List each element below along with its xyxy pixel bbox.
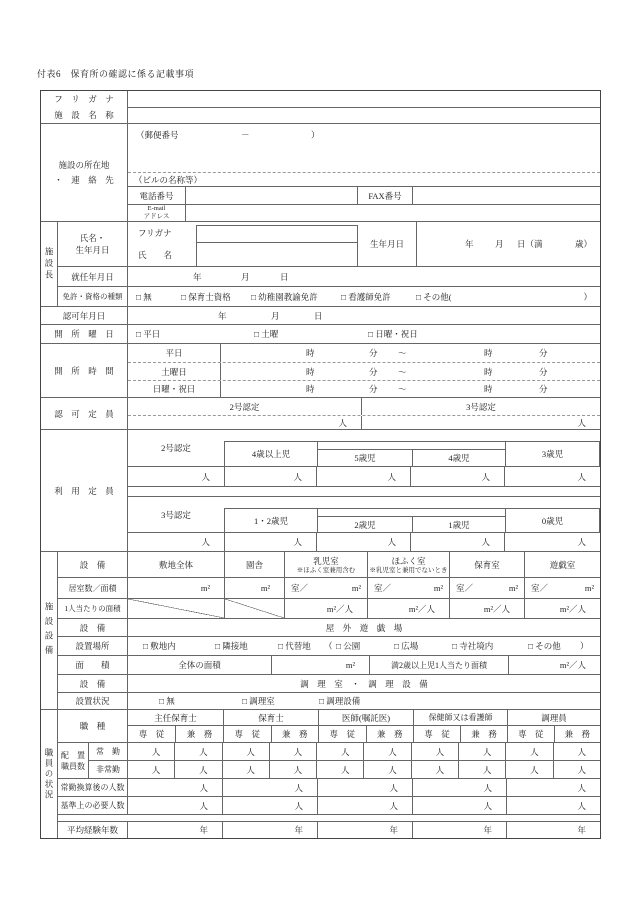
capacity-group2-span: 1・2歳児 xyxy=(253,516,288,526)
building-name-field[interactable] xyxy=(128,173,600,187)
site-diagonal-cell xyxy=(128,599,224,618)
nursery-form-table xyxy=(40,90,601,839)
nursing-room-note: ※ほふく室兼用含む xyxy=(296,566,356,574)
director-kana-field[interactable] xyxy=(197,226,357,243)
minute-label: 分 xyxy=(539,348,548,358)
approval-year-label: 年 xyxy=(218,310,227,321)
page-title: 付表6 保育所の確認に係る記載事項 xyxy=(37,69,195,79)
hour-label: 時 xyxy=(306,384,315,394)
kitchen-label: 調 理 室 ・ 調 理 設 備 xyxy=(300,678,428,689)
phone-label: 電話番号 xyxy=(128,187,186,204)
per-person-label: 1人当たりの面積 xyxy=(58,599,128,618)
license-close-paren: ） xyxy=(583,291,592,302)
capacity-no2-total-field[interactable]: 人 xyxy=(201,471,210,482)
license-label: 免許・資格の種類 xyxy=(58,287,128,306)
postal-prefix-label: （郵便番号 xyxy=(136,130,179,140)
non-regular-count-field[interactable]: 人 xyxy=(151,764,161,775)
capacity-age1-label: 1歳児 xyxy=(412,517,505,533)
licensed-capacity-header xyxy=(128,398,600,415)
fax-field[interactable] xyxy=(413,187,600,204)
address-label-line2: ・ 連 絡 先 xyxy=(54,175,114,185)
location-label: 設置場所 xyxy=(58,637,128,655)
capacity-no3-total-field[interactable]: 人 xyxy=(201,537,210,547)
director-kana-label: フリガナ xyxy=(138,228,172,238)
hours-day-weekday: 平日 xyxy=(128,344,221,362)
capacity-age2-label: 2歳児 xyxy=(354,520,376,530)
birth-year-label: 年 xyxy=(465,239,474,249)
facilities-header-row xyxy=(58,552,600,577)
building-area-field[interactable]: m² xyxy=(224,578,284,598)
job-col-cook xyxy=(507,710,600,742)
capacity-group2-box xyxy=(224,508,600,533)
license-row xyxy=(58,287,600,306)
crawl-room-note: ※乳児室と兼用でないとき xyxy=(369,566,448,574)
email-field[interactable] xyxy=(186,205,600,221)
capacity-group2-subcols xyxy=(317,509,505,533)
nursing-per-person-field[interactable]: m²／人 xyxy=(284,599,367,618)
facility-name-field[interactable] xyxy=(128,107,600,123)
capacity-group1-header xyxy=(128,430,600,466)
area-row xyxy=(58,655,600,674)
birth-age-label: 歳） xyxy=(575,239,593,249)
director-name-label xyxy=(58,222,128,266)
regular-count-field[interactable]: 人 xyxy=(269,743,316,760)
capacity-group2-strip xyxy=(318,509,505,517)
open-hours-block xyxy=(41,343,600,397)
approval-date-row xyxy=(41,306,600,324)
job-col-health-nurse xyxy=(413,710,507,742)
concurrent-label: 兼 務 xyxy=(366,726,414,742)
hour-label: 時 xyxy=(484,348,493,358)
open-hours-rows xyxy=(128,344,600,397)
capacity-group2-name: 3号認定 xyxy=(161,509,191,520)
capacity-age2-field[interactable]: 人 xyxy=(316,533,410,551)
licensed-col-no3: 3号認定 xyxy=(466,401,496,412)
building-name-label: （ビルの名称等） xyxy=(134,174,203,185)
capacity-block xyxy=(41,429,600,551)
converted-count-field[interactable]: 人 xyxy=(317,779,412,796)
staff-gap-strip xyxy=(58,814,600,821)
open-days-weekday[interactable]: □ 平日 xyxy=(136,329,161,339)
capacity-group2-subheaders xyxy=(318,517,505,533)
job-col-nurse xyxy=(223,710,318,742)
director-content xyxy=(58,222,600,306)
hour-label: 時 xyxy=(306,366,315,377)
license-option-hoikushi[interactable]: □ 保育士資格 xyxy=(181,291,231,302)
postal-suffix-label: ） xyxy=(311,130,320,140)
location-options xyxy=(128,637,600,655)
concurrent-label: 兼 務 xyxy=(271,726,319,742)
capacity-age1-field[interactable]: 人 xyxy=(410,533,504,551)
regular-count-field[interactable]: 人 xyxy=(411,743,458,760)
facilities-block xyxy=(41,551,600,709)
outdoor-equip-row xyxy=(58,618,600,636)
email-label-line2: アドレス xyxy=(143,213,170,220)
non-regular-count-field[interactable]: 人 xyxy=(505,761,552,778)
rooms-area-row xyxy=(58,577,600,598)
kitchen-equip-row xyxy=(58,674,600,692)
outdoor-playground-label: 屋 外 遊 戯 場 xyxy=(325,622,403,633)
licensed-capacity-values xyxy=(128,415,600,429)
facility-name-block xyxy=(41,91,600,123)
minute-label: 分 xyxy=(539,366,548,377)
concurrent-label: 兼 務 xyxy=(175,726,223,742)
capacity-age4plus-field[interactable]: 人 xyxy=(224,467,316,486)
fax-label: FAX番号 xyxy=(358,187,413,204)
capacity-group2-header xyxy=(128,496,600,532)
play-area-field[interactable] xyxy=(524,578,600,598)
crawl-per-person-field[interactable]: m²／人 xyxy=(367,599,449,618)
birth-month-label: 月 xyxy=(495,239,504,249)
status-kitchen-equip[interactable]: □ 調理設備 xyxy=(319,696,361,706)
converted-count-field[interactable]: 人 xyxy=(199,782,208,793)
capacity-age5-field[interactable]: 人 xyxy=(316,467,410,486)
open-days-options xyxy=(128,325,600,343)
director-name-label-line1: 氏名・ xyxy=(79,233,106,243)
open-hours-label: 開 所 時 間 xyxy=(41,344,128,397)
childcare-area-field[interactable] xyxy=(449,578,524,598)
non-regular-label: 非常勤 xyxy=(96,765,120,774)
approval-date-field[interactable] xyxy=(128,307,600,324)
open-days-label: 開 所 曜 日 xyxy=(41,325,128,343)
kitchen-equip-label: 設 備 xyxy=(58,675,128,692)
kitchen-status-label: 設置状況 xyxy=(58,693,128,709)
hours-day-sunday: 日曜・祝日 xyxy=(128,381,221,397)
placement-rows xyxy=(58,742,600,778)
capacity-group1-box xyxy=(224,441,600,466)
location-onsite[interactable]: □ 敷地内 xyxy=(143,641,176,651)
placement-label-line1: 配 置 xyxy=(61,750,85,760)
location-park[interactable]: □ 公園 xyxy=(336,641,361,651)
licensed-col-no2: 2号認定 xyxy=(128,398,362,415)
address-content xyxy=(128,124,600,221)
crawl-area-field[interactable] xyxy=(367,578,449,598)
regular-count-field[interactable]: 人 xyxy=(505,743,552,760)
approval-day-label: 日 xyxy=(314,310,323,321)
director-name-kanji-label: 氏 名 xyxy=(138,250,173,260)
location-other[interactable]: □ その他 xyxy=(528,641,561,651)
tilde-label: ～ xyxy=(398,366,407,377)
m2-label: m² xyxy=(508,583,518,593)
non-regular-count-field[interactable]: 人 xyxy=(553,761,600,778)
facility-name-label: 施 設 名 称 xyxy=(54,110,114,120)
address-field[interactable] xyxy=(128,124,600,173)
director-name-field[interactable] xyxy=(197,243,357,267)
minute-label: 分 xyxy=(369,384,378,394)
m2-label: m² xyxy=(351,583,361,593)
experience-field[interactable]: 年 xyxy=(412,822,506,838)
kitchen-status-options xyxy=(128,693,600,709)
childcare-per-person-field[interactable]: m²／人 xyxy=(449,599,524,618)
experience-field[interactable]: 年 xyxy=(317,822,412,838)
director-name-label-line2: 生年月日 xyxy=(75,245,110,255)
approval-month-label: 月 xyxy=(271,310,280,321)
converted-count-field[interactable]: 人 xyxy=(506,779,600,796)
hours-day-saturday: 土曜日 xyxy=(128,363,221,380)
placement-label xyxy=(58,743,89,778)
col-childcare-label: 保育室 xyxy=(449,552,524,577)
col-play-label: 遊戯室 xyxy=(524,552,600,577)
license-option-youchien[interactable]: □ 幼稚園教諭免許 xyxy=(251,291,318,302)
location-close-paren: ） xyxy=(580,641,589,651)
tenure-day-label: 日 xyxy=(280,271,289,282)
converted-count-field[interactable]: 人 xyxy=(412,779,506,796)
non-regular-count-field[interactable]: 人 xyxy=(316,761,363,778)
area-label: 面 積 xyxy=(58,656,128,674)
staff-side-label: 職員の状況 xyxy=(41,710,58,838)
regular-count-field[interactable]: 人 xyxy=(222,743,269,760)
converted-label: 常勤換算後の人数 xyxy=(58,779,128,796)
director-block xyxy=(41,221,600,306)
address-block xyxy=(41,123,600,221)
experience-field[interactable]: 年 xyxy=(506,822,600,838)
experience-field[interactable]: 年 xyxy=(222,822,317,838)
capacity-group2-values xyxy=(128,532,600,551)
play-per-person-field[interactable]: m²／人 xyxy=(524,599,600,618)
room-slash-label: 室／ xyxy=(374,583,392,593)
per-person-row xyxy=(58,598,600,618)
minute-label: 分 xyxy=(539,384,548,394)
regular-label: 常 勤 xyxy=(89,743,127,761)
required-count-field[interactable]: 人 xyxy=(506,797,600,814)
facilities-content xyxy=(58,552,600,709)
minute-label: 分 xyxy=(369,348,378,358)
m2-label: m² xyxy=(433,583,443,593)
non-regular-values-row xyxy=(128,761,600,778)
phone-row xyxy=(128,187,600,205)
job-doctor-label: 医師(嘱託医) xyxy=(319,710,413,726)
col-building-label: 園舎 xyxy=(224,552,284,577)
staff-header-row xyxy=(58,710,600,742)
hours-field-sunday[interactable] xyxy=(221,381,600,397)
job-type-label: 職 種 xyxy=(58,710,128,742)
placement-sublabels xyxy=(89,743,128,778)
required-label: 基準上の必要人数 xyxy=(58,797,128,814)
location-plaza[interactable]: □ 広場 xyxy=(394,641,419,651)
director-name-row xyxy=(58,222,600,267)
hour-label: 時 xyxy=(484,384,493,394)
room-slash-label: 室／ xyxy=(531,583,549,593)
non-regular-count-field[interactable]: 人 xyxy=(363,761,410,778)
location-substitute[interactable]: □ 代替地 xyxy=(278,641,311,651)
facility-kana-label: フ リ ガ ナ xyxy=(54,94,114,104)
status-none[interactable]: □ 無 xyxy=(159,696,175,706)
tenure-month-label: 月 xyxy=(241,271,250,282)
regular-count-field[interactable]: 人 xyxy=(553,743,600,760)
hours-row-weekday xyxy=(128,344,600,362)
hours-row-sunday xyxy=(128,380,600,397)
hours-field-saturday[interactable] xyxy=(221,363,600,380)
rooms-area-label: 居室数／面積 xyxy=(58,578,128,598)
dedicated-label: 専 従 xyxy=(424,729,450,739)
tilde-label: ～ xyxy=(398,348,407,358)
capacity-gap-strip xyxy=(128,486,600,496)
regular-count-field[interactable]: 人 xyxy=(174,743,221,760)
concurrent-label: 兼 務 xyxy=(554,726,601,742)
director-kana-name-labels xyxy=(128,222,196,266)
capacity-group2-box-area xyxy=(224,497,600,532)
open-days-saturday[interactable]: □ 土曜 xyxy=(254,329,279,339)
regular-count-field[interactable]: 人 xyxy=(363,743,410,760)
placement-label-line2: 職員数 xyxy=(61,761,85,771)
regular-count-field[interactable]: 人 xyxy=(458,743,505,760)
dedicated-label: 専 従 xyxy=(234,729,260,739)
col-nursing-label xyxy=(284,552,367,577)
open-days-sunday[interactable]: □ 日曜・祝日 xyxy=(368,329,418,339)
license-option-other[interactable]: □ その他( xyxy=(416,291,452,302)
experience-label: 平均経験年数 xyxy=(58,822,128,838)
location-shrine[interactable]: □ 寺社境内 xyxy=(452,641,494,651)
staff-block xyxy=(41,709,600,838)
license-option-none[interactable]: □ 無 xyxy=(136,291,152,302)
nursing-area-field[interactable] xyxy=(284,578,367,598)
hours-field-weekday[interactable] xyxy=(221,344,600,362)
job-col-head-nurse xyxy=(128,710,223,742)
regular-count-field[interactable]: 人 xyxy=(316,743,363,760)
capacity-group1-span: 4歳以上児 xyxy=(251,449,291,459)
director-birth-field[interactable] xyxy=(416,222,600,266)
required-count-field[interactable]: 人 xyxy=(412,797,506,814)
area-per-field[interactable]: m²／人 xyxy=(508,656,600,674)
hours-row-saturday xyxy=(128,362,600,380)
capacity-group1-name: 2号認定 xyxy=(161,443,191,453)
tenure-row xyxy=(58,267,600,287)
concurrent-label: 兼 務 xyxy=(460,726,507,742)
hour-label: 時 xyxy=(306,348,315,358)
location-open-paren: （ xyxy=(324,641,333,651)
room-slash-label: 室／ xyxy=(456,583,474,593)
site-area-field[interactable]: m² xyxy=(200,583,210,593)
converted-row xyxy=(58,778,600,796)
licensed-capacity-block xyxy=(41,397,600,429)
location-row xyxy=(58,636,600,655)
experience-row xyxy=(58,821,600,838)
required-count-field[interactable]: 人 xyxy=(199,800,208,811)
tenure-year-label: 年 xyxy=(193,271,202,282)
building-diagonal-cell xyxy=(224,599,284,618)
non-regular-count-field[interactable]: 人 xyxy=(174,761,221,778)
room-slash-label: 室／ xyxy=(291,583,309,593)
dedicated-label: 専 従 xyxy=(329,729,355,739)
capacity-age3-field[interactable]: 人 xyxy=(504,467,600,486)
staff-content xyxy=(58,710,600,838)
outdoor-equip-label: 設 備 xyxy=(58,619,128,636)
capacity-group1-subcols xyxy=(317,442,505,466)
dedicated-label: 専 従 xyxy=(517,729,544,739)
job-col-doctor xyxy=(318,710,413,742)
area-total-field[interactable]: m² xyxy=(271,656,369,674)
phone-field[interactable] xyxy=(186,187,358,204)
capacity-age4-field[interactable]: 人 xyxy=(410,467,504,486)
tilde-label: ～ xyxy=(398,384,407,394)
capacity-age4-label: 4歳児 xyxy=(412,450,505,466)
licensed-capacity-content xyxy=(128,398,600,429)
capacity-group1-strip xyxy=(318,442,505,450)
license-options xyxy=(128,287,600,306)
hour-label: 時 xyxy=(484,366,493,377)
capacity-age0-label: 0歳児 xyxy=(505,509,599,533)
facility-name-labels xyxy=(41,91,128,123)
tenure-field[interactable] xyxy=(128,267,600,286)
address-label xyxy=(41,124,128,221)
job-cook-label: 調理員 xyxy=(508,710,600,726)
facilities-side-label: 施設設備 xyxy=(41,552,58,709)
capacity-age0-field[interactable]: 人 xyxy=(504,533,600,551)
capacity-group1-box-area xyxy=(224,430,600,466)
postal-dash: － xyxy=(241,130,250,140)
licensed-no3-field[interactable]: 人 xyxy=(577,417,586,428)
licensed-capacity-label: 認 可 定 員 xyxy=(41,398,128,429)
director-name-box xyxy=(196,225,358,267)
email-row xyxy=(128,205,600,221)
facility-name-fields xyxy=(128,91,600,123)
facilities-equip-label: 設 備 xyxy=(58,552,128,577)
required-row xyxy=(58,796,600,814)
kitchen-status-row xyxy=(58,692,600,709)
license-option-kangoshi[interactable]: □ 看護師免許 xyxy=(341,291,391,302)
approval-date-label: 認可年月日 xyxy=(41,307,128,324)
non-regular-count-field[interactable]: 人 xyxy=(269,761,316,778)
area-total-label: 全体の面積 xyxy=(178,660,221,670)
capacity-age5-label: 5歳児 xyxy=(354,453,376,463)
crawl-room-label: ほふく室 xyxy=(391,555,426,566)
non-regular-count-field[interactable]: 人 xyxy=(222,761,269,778)
dedicated-label: 専 従 xyxy=(138,729,165,739)
job-health-nurse-label: 保健師又は看護師 xyxy=(414,710,507,726)
capacity-group1-subheaders xyxy=(318,450,505,466)
required-count-field[interactable]: 人 xyxy=(317,797,412,814)
required-count-field[interactable]: 人 xyxy=(222,797,317,814)
facility-kana-field[interactable] xyxy=(128,91,600,107)
email-label-line1: E-mail xyxy=(147,205,166,213)
open-days-row xyxy=(41,324,600,343)
regular-count-field[interactable]: 人 xyxy=(151,746,161,757)
email-label xyxy=(128,205,186,221)
status-kitchen-room[interactable]: □ 調理室 xyxy=(242,696,275,706)
capacity-label: 利 用 定 員 xyxy=(41,430,128,551)
capacity-age3-label: 3歳児 xyxy=(505,442,599,466)
converted-count-field[interactable]: 人 xyxy=(222,779,317,796)
area-per-label: 満2歳以上児1人当たり面積 xyxy=(369,656,508,674)
capacity-content xyxy=(128,430,600,551)
licensed-no2-field[interactable]: 人 xyxy=(128,416,362,429)
tenure-label: 就任年月日 xyxy=(58,267,128,286)
placement-values xyxy=(128,743,600,778)
non-regular-count-field[interactable]: 人 xyxy=(411,761,458,778)
director-side-label: 施設長 xyxy=(41,222,58,306)
director-birth-label: 生年月日 xyxy=(369,239,404,249)
col-site-label: 敷地全体 xyxy=(158,559,193,570)
non-regular-count-field[interactable]: 人 xyxy=(458,761,505,778)
minute-label: 分 xyxy=(369,366,378,377)
nursing-room-label: 乳児室 xyxy=(313,555,339,566)
location-adjacent[interactable]: □ 隣接地 xyxy=(215,641,248,651)
birth-day-label: 日（満 xyxy=(517,239,543,249)
job-head-nurse-label: 主任保育士 xyxy=(128,710,223,726)
m2-label: m² xyxy=(584,583,594,593)
col-crawl-label xyxy=(367,552,449,577)
job-nurse-label: 保育士 xyxy=(224,710,318,726)
regular-values-row xyxy=(128,743,600,761)
capacity-group1-values xyxy=(128,466,600,486)
experience-field[interactable]: 年 xyxy=(199,825,208,835)
capacity-age12-field[interactable]: 人 xyxy=(224,533,316,551)
address-label-line1: 施設の所在地 xyxy=(58,160,110,170)
director-name-box-area xyxy=(196,222,358,266)
